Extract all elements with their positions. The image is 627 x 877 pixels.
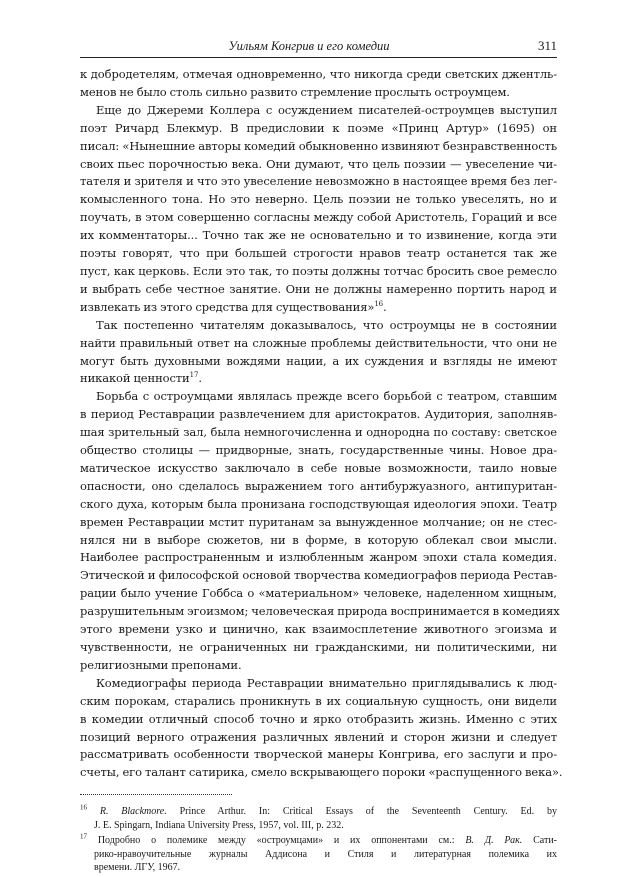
text-line: Так постепенно читателям доказывалось, что остроумцы не в состоянии xyxy=(96,317,557,332)
text-line: и выбрать себе честное занятие. Они не должны намеренно портить народ и xyxy=(80,281,557,296)
footnote-author: В. Д. Рак. xyxy=(465,835,523,847)
text-line: поучать, в этом совершенно согласны между собой Аристотель, Гораций и все xyxy=(80,210,557,225)
footnote-divider xyxy=(80,794,232,795)
text-line: ским порокам, старались проникнуть в их социальную сущность, они видели xyxy=(80,693,557,708)
text-line: Еще до Джереми Коллера с осуждением писателей-остроумцев выступил xyxy=(96,102,557,117)
text-line: Борьба с остроумцами являлась прежде всего борьбой с театром, ставшим xyxy=(96,389,557,404)
body-text xyxy=(80,66,563,782)
footnotes xyxy=(80,805,557,875)
text-line: тателя и зрителя и что это увеселение невозможно в настоящее время без лег- xyxy=(80,174,557,189)
text-line: позиций верного отражения различных явлений и сторон жизни и следует xyxy=(80,729,557,744)
text-line: их комментаторы... Точно так же не основательно и то извинение, когда эти xyxy=(80,228,557,243)
text-line: Этической и философской основой творчества комедиографов периода Рестав- xyxy=(80,568,557,583)
text-line: извлекать из этого средства для существования»$^{16}$. xyxy=(80,299,387,314)
text-line: Наиболее распространенным и излюбленным жанром эпохи стала комедия. xyxy=(80,550,557,565)
footnote-line xyxy=(80,834,557,848)
footnote-16 xyxy=(80,805,557,832)
text-line: могут быть духовными вождями нации, а их суждения и взгляды не имеют xyxy=(80,353,557,368)
text-line: менов не было столь сильно развито стремление прослыть остроумцем. xyxy=(80,84,510,99)
text-line: ского духа, которым была пронизана господствующая идеология эпохи. Театр xyxy=(80,496,557,511)
text-line: шая зрительный зал, была немногочисленна и однородна по составу: светское xyxy=(80,425,557,440)
running-title: Уильям Конгрив и его комедии xyxy=(228,39,390,53)
text-line: счеты, его талант сатирика, смело вскрывающего пороки «распущенного века». xyxy=(80,765,563,780)
text-line: своих пьес порочностью века. Они думают, что цель поэзии — увеселение чи- xyxy=(80,156,557,171)
paragraph xyxy=(80,675,563,782)
line-text: никакой ценности xyxy=(80,371,190,386)
text-line: матическое искусство заключало в себе новые возможности, таило новые xyxy=(80,460,557,475)
text-line: чувственности, не ограниченных ни гражданскими, ни политическими, ни xyxy=(80,640,557,654)
paragraph-blackmore-quote xyxy=(80,102,557,317)
text-line: пуст, как церковь. Если это так, то поэты должны тотчас бросить свое ремесло xyxy=(80,263,557,278)
text-line: в комедии отличный способ точно и ярко отобразить жизнь. Именно с этих xyxy=(80,711,557,726)
text-line: общество столицы — придворные, знать, государственные чины. Новое дра- xyxy=(80,443,557,458)
page-number: 311 xyxy=(537,38,557,53)
text-line: религиозными препонами. xyxy=(80,657,242,672)
text-line: нялся ни в выборе сюжетов, ни в форме, в которую облекал свои мысли. xyxy=(80,532,557,547)
footnote-ref: 17 xyxy=(189,371,199,380)
text-line: найти правильный ответ на сложные проблемы действительности, что они не xyxy=(80,335,557,350)
text-line: никакой ценности$^{17}$. xyxy=(80,371,202,386)
text-line: писал: «Нынешние авторы комедий обыкновенно извиняют безнравственность xyxy=(80,138,557,153)
footnote-line: J. E. Spingarn, Indiana University Press, 1957, vol. III, p. 232. xyxy=(94,819,344,831)
text-line: рассматривать особенности творческой манеры Конгрива, его заслуги и про- xyxy=(80,747,557,762)
book-page xyxy=(80,38,563,877)
footnote-number: 17 xyxy=(80,832,87,841)
paragraph xyxy=(80,388,560,675)
paragraph xyxy=(80,317,557,389)
footnote-text: Prince Arthur. In: Critical Essays of the Seventeenth Century. Ed. by xyxy=(179,806,558,818)
text-line: к добродетелям, отмечая одновременно, что никогда среди светских джентль- xyxy=(80,67,557,81)
footnote-text: Подробно о полемике между «остроумцами» и их оппонентами см.: xyxy=(97,835,455,847)
text-line: опасности, оно сделалось выражением того антибуржуазного, антипуритан- xyxy=(80,478,557,493)
text-line: разрушительным эгоизмом; человеческая природа воспринимается в комедиях xyxy=(80,604,560,619)
footnote-17 xyxy=(80,834,557,875)
footnote-ref: 16 xyxy=(374,299,384,308)
footnote-line: рико-нравоучительные журналы Аддисона и Стиля и литературная полемика их xyxy=(94,848,557,860)
footnote-text: Сати- xyxy=(533,835,558,847)
footnote-line xyxy=(80,805,557,819)
text-line: Комедиографы периода Реставрации внимательно приглядывались к люд- xyxy=(96,675,557,690)
text-line: в период Реставрации развлечением для аристократов. Аудитория, заполняв- xyxy=(80,407,557,422)
text-line: поэт Ричард Блекмур. В предисловии к поэме «Принц Артур» (1695) он xyxy=(80,120,557,135)
text-line: рации было учение Гоббса о «материальном» человеке, наделенном хищным, xyxy=(80,586,557,601)
page-header xyxy=(80,38,557,58)
text-line: комысленного тона. Но это неверно. Цель поэзии не только увеселять, но и xyxy=(80,192,557,207)
text-line: времен Реставрации мстит пуританам за вынужденное молчание; он не стес- xyxy=(80,514,557,529)
paragraph xyxy=(80,66,557,102)
footnote-number: 16 xyxy=(80,803,87,812)
footnote-line: времени. ЛГУ, 1967. xyxy=(94,862,181,874)
text-line: поэты говорят, что при большей строгости нравов театр останется так же xyxy=(80,246,557,261)
text-line: этого времени узко и цинично, как взаимосплетение животного эгоизма и xyxy=(80,622,557,637)
line-text: извлекать из этого средства для существования» xyxy=(80,299,375,314)
footnote-author: R. Blackmore. xyxy=(99,806,167,818)
